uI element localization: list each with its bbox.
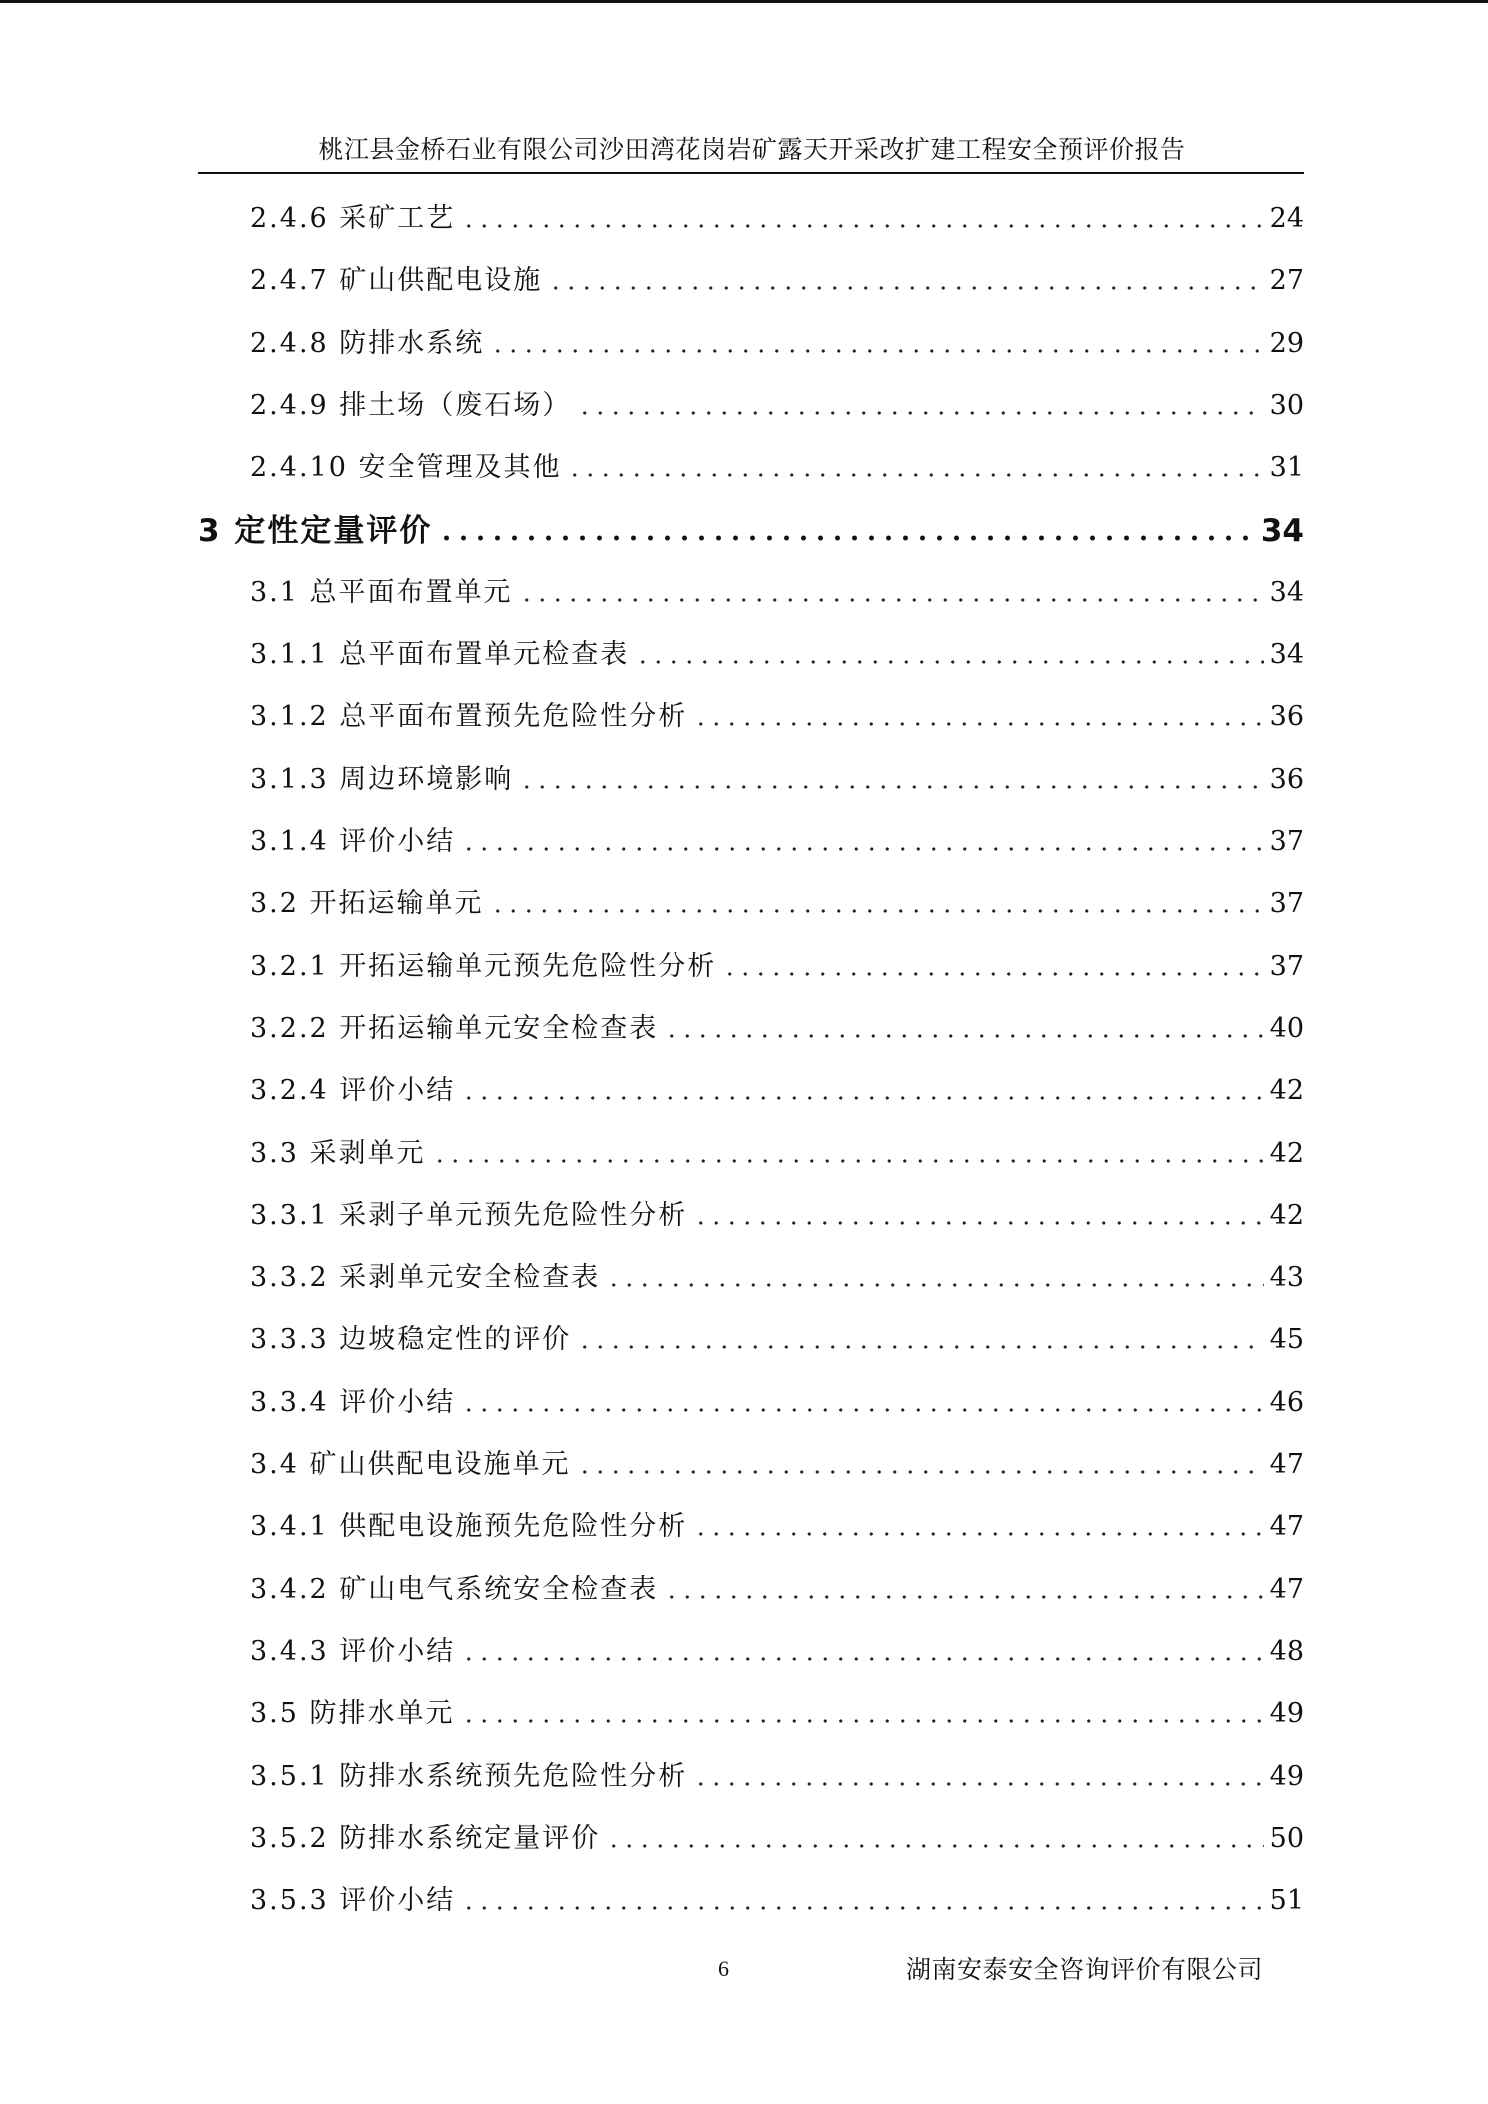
toc-entry[interactable] <box>198 508 1304 548</box>
toc-entry-label: 3.1.2 总平面布置预先危险性分析 <box>250 701 688 733</box>
page-top-border <box>0 0 1488 3</box>
toc-entry-page-number: 36 <box>1269 763 1304 795</box>
toc-dot-leader <box>461 222 1263 230</box>
toc-entry[interactable] <box>250 1754 1304 1794</box>
toc-entry[interactable] <box>250 819 1304 859</box>
toc-entry-page-number: 42 <box>1269 1075 1304 1107</box>
toc-entry-page-number: 43 <box>1269 1262 1304 1294</box>
toc-entry-label: 3.3.2 采剥单元安全检查表 <box>250 1262 601 1294</box>
toc-entry-page-number: 30 <box>1269 389 1304 421</box>
toc-entry-label: 3.3.3 边坡稳定性的评价 <box>250 1324 572 1356</box>
toc-dot-leader <box>577 409 1263 417</box>
toc-dot-leader <box>438 534 1254 542</box>
footer-page-number: 6 <box>718 1956 729 1981</box>
toc-dot-leader <box>490 347 1263 355</box>
toc-dot-leader <box>577 1343 1263 1351</box>
toc-entry-label: 3.3.4 评价小结 <box>250 1386 456 1418</box>
toc-dot-leader <box>722 970 1263 978</box>
toc-entry[interactable] <box>250 1193 1304 1233</box>
toc-entry[interactable] <box>250 1006 1304 1046</box>
toc-entry-label: 3.5.2 防排水系统定量评价 <box>250 1822 601 1854</box>
toc-dot-leader <box>461 1094 1263 1102</box>
toc-entry-label: 2.4.9 排土场（废石场） <box>250 389 572 421</box>
toc-entry-label: 2.4.8 防排水系统 <box>250 327 485 359</box>
toc-dot-leader <box>461 1717 1264 1725</box>
toc-entry[interactable] <box>250 944 1304 984</box>
toc-entry[interactable] <box>250 1255 1304 1295</box>
toc-entry-page-number: 34 <box>1269 576 1304 608</box>
toc-entry[interactable] <box>250 694 1304 734</box>
toc-entry[interactable] <box>250 1442 1304 1482</box>
toc-dot-leader <box>461 1406 1263 1414</box>
toc-entry-page-number: 31 <box>1269 452 1304 484</box>
toc-dot-leader <box>577 1468 1264 1476</box>
toc-entry-page-number: 42 <box>1269 1137 1304 1169</box>
toc-entry[interactable] <box>250 1816 1304 1856</box>
toc-entry-page-number: 47 <box>1269 1573 1304 1605</box>
toc-dot-leader <box>461 1904 1263 1912</box>
toc-dot-leader <box>519 596 1264 604</box>
toc-entry[interactable] <box>250 1567 1304 1607</box>
toc-entry[interactable] <box>250 1691 1304 1731</box>
toc-entry-label: 3.5.3 评价小结 <box>250 1885 456 1917</box>
toc-entry-page-number: 37 <box>1269 826 1304 857</box>
toc-entry-label: 3.1.3 周边环境影响 <box>250 763 514 795</box>
footer-company-name: 湖南安泰安全咨询评价有限公司 <box>906 1955 1264 1984</box>
toc-entry-page-number: 37 <box>1269 950 1304 982</box>
toc-entry[interactable] <box>250 196 1304 236</box>
toc-dot-leader <box>519 783 1263 791</box>
toc-entry-page-number: 27 <box>1269 265 1304 297</box>
toc-dot-leader <box>548 284 1263 292</box>
toc-dot-leader <box>635 658 1263 666</box>
toc-entry[interactable] <box>250 1629 1304 1669</box>
toc-entry[interactable] <box>250 1380 1304 1420</box>
toc-entry-page-number: 42 <box>1269 1199 1304 1231</box>
toc-entry-label: 3.5.1 防排水系统预先危险性分析 <box>250 1760 688 1792</box>
toc-entry[interactable] <box>250 632 1304 672</box>
toc-entry-label: 3.1.4 评价小结 <box>250 826 456 857</box>
toc-entry-page-number: 46 <box>1269 1386 1304 1418</box>
toc-entry-page-number: 37 <box>1269 888 1304 920</box>
toc-dot-leader <box>606 1281 1263 1289</box>
toc-entry-page-number: 40 <box>1269 1012 1304 1044</box>
toc-entry-label: 3.3.1 采剥子单元预先危险性分析 <box>250 1199 688 1231</box>
toc-dot-leader <box>693 1780 1263 1788</box>
toc-entry-page-number: 34 <box>1269 639 1304 671</box>
toc-entry-page-number: 50 <box>1269 1822 1304 1854</box>
toc-entry-page-number: 47 <box>1269 1449 1304 1480</box>
toc-entry[interactable] <box>250 383 1304 423</box>
toc-entry-label: 3.1 总平面布置单元 <box>250 576 513 608</box>
toc-entry-label: 3.2 开拓运输单元 <box>250 888 484 920</box>
toc-entry-label: 3.4.3 评价小结 <box>250 1635 456 1667</box>
toc-entry[interactable] <box>250 1317 1304 1357</box>
toc-dot-leader <box>664 1593 1263 1601</box>
toc-dot-leader <box>490 907 1264 915</box>
toc-entry-label: 2.4.7 矿山供配电设施 <box>250 265 543 297</box>
toc-entry-label: 3.2.1 开拓运输单元预先危险性分析 <box>250 950 717 982</box>
toc-entry-label: 3.4.2 矿山电气系统安全检查表 <box>250 1573 659 1605</box>
toc-entry[interactable] <box>250 1068 1304 1108</box>
toc-entry[interactable] <box>250 1878 1304 1918</box>
toc-dot-leader <box>664 1032 1263 1040</box>
toc-entry-page-number: 45 <box>1269 1324 1304 1356</box>
toc-entry-page-number: 47 <box>1269 1511 1304 1543</box>
toc-entry[interactable] <box>250 757 1304 797</box>
toc-entry-label: 3.4.1 供配电设施预先危险性分析 <box>250 1511 688 1543</box>
toc-entry[interactable] <box>250 881 1304 921</box>
toc-entry-page-number: 49 <box>1269 1698 1304 1730</box>
toc-entry-label: 3 定性定量评价 <box>198 512 433 549</box>
toc-entry-page-number: 36 <box>1269 701 1304 733</box>
toc-entry[interactable] <box>250 445 1304 485</box>
toc-dot-leader <box>461 845 1263 853</box>
toc-entry[interactable] <box>250 321 1304 361</box>
toc-dot-leader <box>567 471 1263 479</box>
toc-entry-label: 2.4.6 采矿工艺 <box>250 203 456 234</box>
toc-dot-leader <box>693 1219 1263 1227</box>
toc-dot-leader <box>606 1842 1263 1850</box>
toc-dot-leader <box>461 1655 1263 1663</box>
toc-entry-label: 3.2.4 评价小结 <box>250 1075 456 1107</box>
toc-entry-page-number: 34 <box>1260 512 1304 549</box>
toc-entry[interactable] <box>250 258 1304 298</box>
toc-entry-page-number: 29 <box>1269 327 1304 359</box>
toc-entry-page-number: 49 <box>1269 1760 1304 1792</box>
running-header-title: 桃江县金桥石业有限公司沙田湾花岗岩矿露天开采改扩建工程安全预评价报告 <box>318 135 1186 164</box>
toc-entry-label: 3.1.1 总平面布置单元检查表 <box>250 639 630 671</box>
toc-entry-page-number: 48 <box>1269 1635 1304 1667</box>
toc-dot-leader <box>693 720 1263 728</box>
toc-entry-page-number: 51 <box>1269 1885 1304 1917</box>
toc-entry[interactable] <box>250 1131 1304 1171</box>
toc-dot-leader <box>693 1530 1263 1538</box>
toc-entry[interactable] <box>250 1504 1304 1544</box>
header-divider <box>198 172 1304 174</box>
toc-entry-label: 3.3 采剥单元 <box>250 1137 426 1169</box>
toc-entry-page-number: 24 <box>1269 203 1304 234</box>
toc-dot-leader <box>432 1157 1264 1165</box>
toc-entry-label: 3.4 矿山供配电设施单元 <box>250 1449 571 1480</box>
toc-entry-label: 3.2.2 开拓运输单元安全检查表 <box>250 1012 659 1044</box>
toc-entry-label: 3.5 防排水单元 <box>250 1698 455 1730</box>
toc-entry-label: 2.4.10 安全管理及其他 <box>250 452 562 484</box>
toc-entry[interactable] <box>250 570 1304 610</box>
